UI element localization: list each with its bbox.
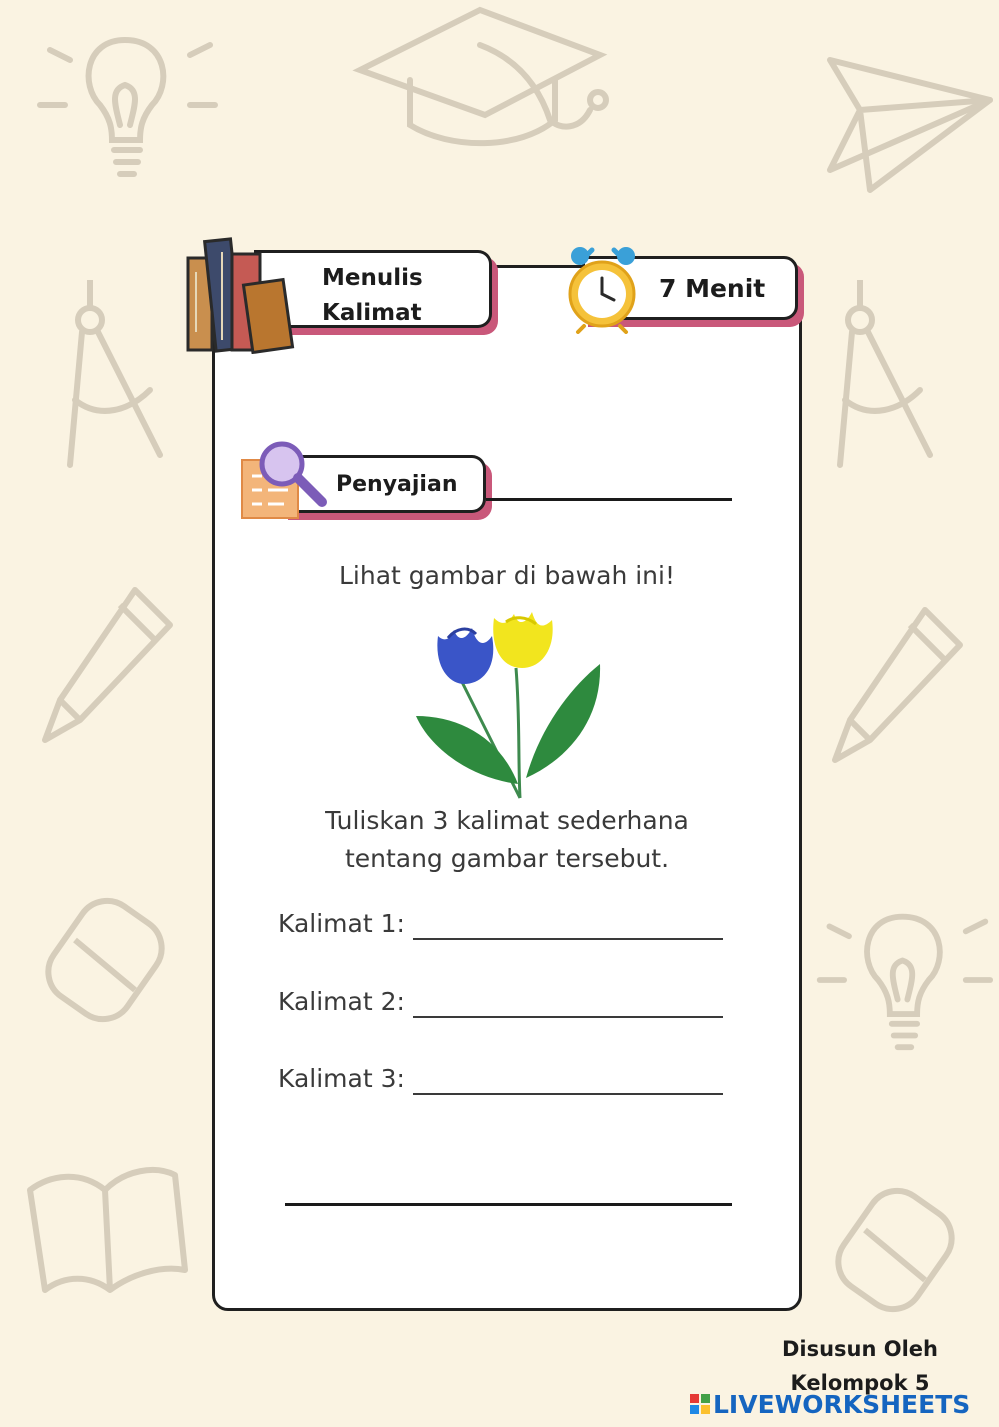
books-icon [186,232,296,354]
sentence-2-label: Kalimat 2: [278,987,405,1016]
lightbulb-icon [810,880,995,1080]
lightbulb-icon [30,10,220,200]
pencil-icon [830,600,970,770]
brand-watermark [690,1384,970,1424]
credits-line-1: Disusun Oleh [781,1337,939,1361]
tulip-flowers-illustration [410,608,610,804]
sentence-2-row [278,986,723,1018]
sentence-3-label: Kalimat 3: [278,1064,405,1093]
sentence-1-input[interactable] [413,912,723,940]
open-book-icon [20,1150,190,1300]
alarm-clock-icon [562,242,644,334]
topic-title: Menulis Kalimat [322,265,423,326]
magnifier-icon [238,438,330,524]
duration-label: 7 Menit [659,274,766,303]
compass-icon [60,280,170,470]
sentence-2-input[interactable] [413,990,723,1018]
task-text: Tuliskan 3 kalimat sederhana tentang gambar tersebut. [325,806,689,873]
eraser-icon [40,880,180,1030]
credits-line-2: Kelompok 5 [790,1371,930,1395]
bottom-divider [285,1203,732,1206]
compass-icon [830,280,940,470]
pencil-icon [40,580,180,750]
sentence-1-label: Kalimat 1: [278,909,405,938]
eraser-icon [830,1170,970,1320]
brand-logo-icon [690,1394,710,1414]
graduation-cap-icon [350,0,620,150]
sentence-3-input[interactable] [413,1067,723,1095]
brand-name: LIVEWORKSHEETS [713,1389,971,1419]
paper-plane-icon [820,50,995,200]
sentence-3-row [278,1063,723,1095]
instruction-text: Lihat gambar di bawah ini! [338,561,675,590]
section-title: Penyajian [336,472,458,497]
sentence-1-row [278,908,723,940]
section-title-underline [486,498,732,501]
